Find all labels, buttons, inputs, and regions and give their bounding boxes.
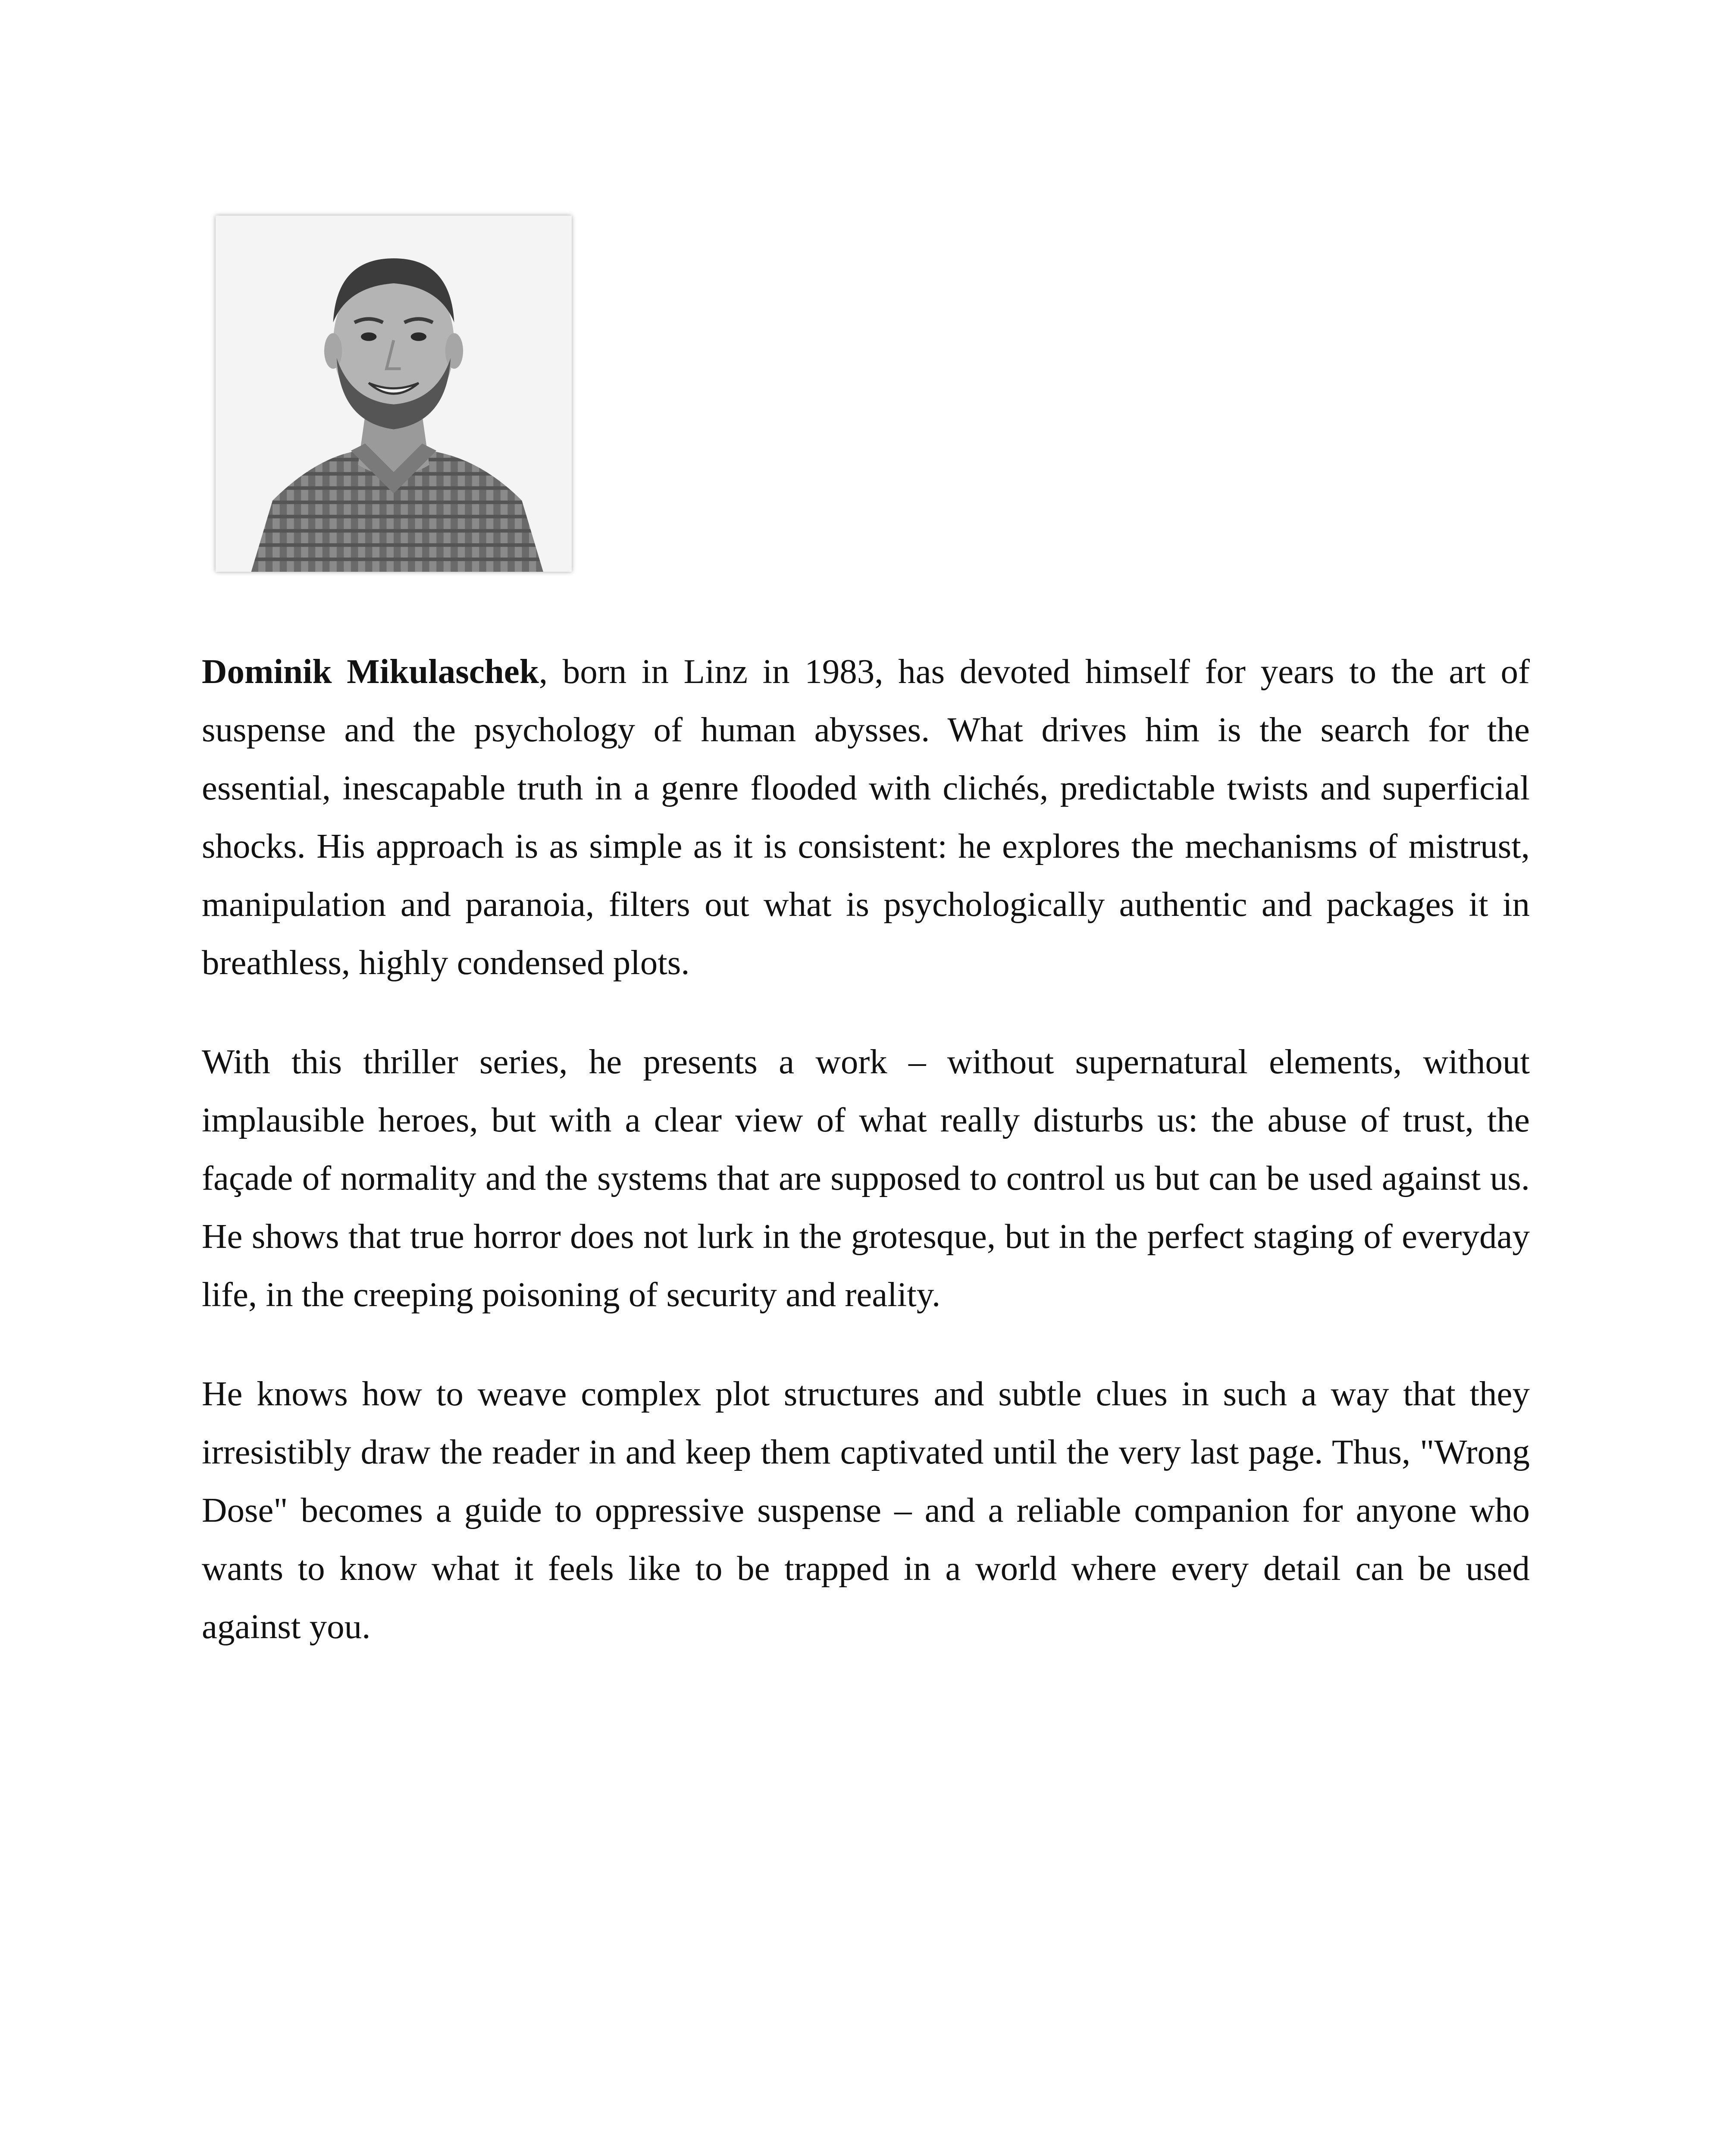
author-portrait-icon [216,216,572,572]
bio-paragraph-2: With this thriller series, he presents a work – without supernatural elements, without implausible heroes, but with a clear view of what really disturbs us: the abuse of trust, the façade of normality and the systems that are supposed to control us but can be used against us. He shows that true horror does not lurk in the grotesque, but in the perfect staging of everyday life, in the creeping poisoning of security and reality. [202,1042,1530,1314]
author-photo [216,216,572,572]
author-bio [202,642,1530,1697]
bio-paragraph-1 [202,642,1530,992]
author-name: Dominik Mikulaschek [202,652,539,691]
bio-paragraph-3: He knows how to weave complex plot structures and subtle clues in such a way that they irresistibly draw the reader in and keep them captivated until the very last page. Thus, "Wrong Dose" becomes a guide to oppressive suspense – and a reliable companion for anyone who wants to know what it feels like to be trapped in a world where every detail can be used against you. [202,1374,1530,1646]
bio-paragraph-1-text: , born in Linz in 1983, has devoted himself for years to the art of suspense and the psychology of human abysses. What drives him is the search for the essential, inescapable truth in a genre flooded with clichés, predictable twists and superficial shocks. His approach is as simple as it is consistent: he explores the mechanisms of mistrust, manipulation and paranoia, filters out what is psychologically authentic and packages it in breathless, highly condensed plots. [202,652,1530,982]
